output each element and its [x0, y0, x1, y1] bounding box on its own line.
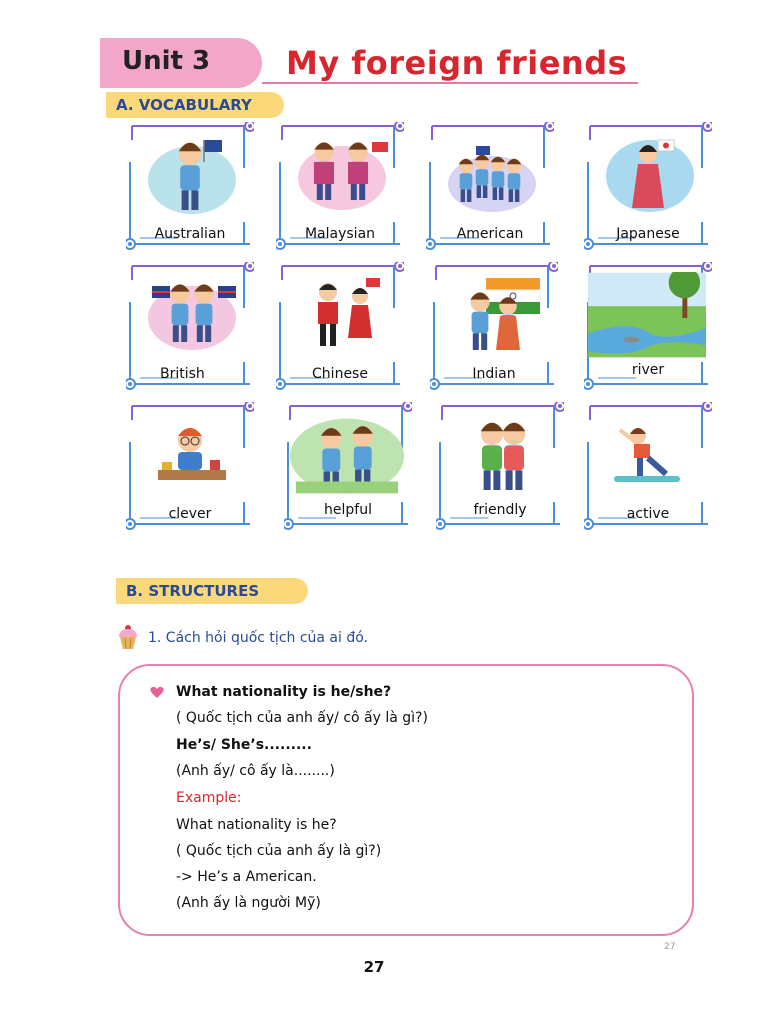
vocab-card-american [426, 122, 554, 250]
structure-answer-translation: (Anh ấy/ cô ấy là........) [176, 763, 335, 779]
example-label: Example: [176, 790, 242, 806]
japanese-girl-icon [600, 132, 700, 218]
structure-item-title: 1. Cách hỏi quốc tịch của ai đó. [148, 630, 369, 646]
vocab-card-clever [126, 402, 254, 530]
australian-boy-icon [142, 132, 242, 218]
river-landscape-icon [588, 272, 706, 358]
heart-icon [150, 686, 164, 699]
vocab-word: friendly [473, 502, 527, 518]
vocab-card-indian [430, 262, 558, 390]
active-girl-icon [600, 412, 700, 498]
example-question-translation: ( Quốc tịch của anh ấy là gì?) [176, 843, 382, 859]
vocab-word: American [456, 226, 524, 242]
vocab-card-active [584, 402, 712, 530]
structure-answer: He’s/ She’s......... [176, 737, 312, 753]
header-divider [262, 82, 638, 84]
page-number-small: 27 [664, 942, 676, 952]
vocab-word: Indian [472, 366, 516, 382]
vocab-word: active [626, 506, 670, 522]
structures-heading: B. STRUCTURES [116, 578, 308, 604]
example-answer-translation: (Anh ấy là người Mỹ) [176, 895, 321, 911]
vocab-card-chinese [276, 262, 404, 390]
vocab-word: Chinese [312, 366, 368, 382]
friendly-kids-icon [452, 412, 552, 498]
indian-couple-icon [446, 272, 546, 358]
example-answer: -> He’s a American. [176, 869, 317, 885]
vocab-word: Japanese [616, 226, 680, 242]
structure-question: What nationality is he/she? [176, 684, 392, 700]
vocab-word: river [631, 362, 665, 378]
chinese-couple-icon [292, 272, 392, 358]
vocab-card-british [126, 262, 254, 390]
unit-title: My foreign friends [286, 44, 628, 82]
vocab-card-helpful [284, 402, 412, 530]
vocab-card-river [584, 262, 712, 390]
cupcake-icon [116, 624, 140, 650]
american-group-icon [442, 132, 542, 218]
vocab-word: British [160, 366, 205, 382]
page-number: 27 [363, 958, 385, 976]
vocab-card-friendly [436, 402, 564, 530]
vocabulary-heading: A. VOCABULARY [106, 92, 284, 118]
unit-tab: Unit 3 [100, 38, 262, 88]
vocab-word: Malaysian [304, 226, 376, 242]
vocab-card-japanese [584, 122, 712, 250]
helpful-boys-icon [288, 412, 406, 498]
vocab-word: helpful [324, 502, 372, 518]
vocab-card-malaysian [276, 122, 404, 250]
vocab-word: clever [168, 506, 212, 522]
clever-boy-icon [142, 412, 242, 498]
malaysian-girls-icon [292, 132, 392, 218]
british-children-icon [142, 272, 242, 358]
vocab-word: Australian [154, 226, 226, 242]
example-question: What nationality is he? [176, 817, 337, 833]
structure-question-translation: ( Quốc tịch của anh ấy/ cô ấy là gì?) [176, 710, 428, 726]
vocab-card-australian [126, 122, 254, 250]
